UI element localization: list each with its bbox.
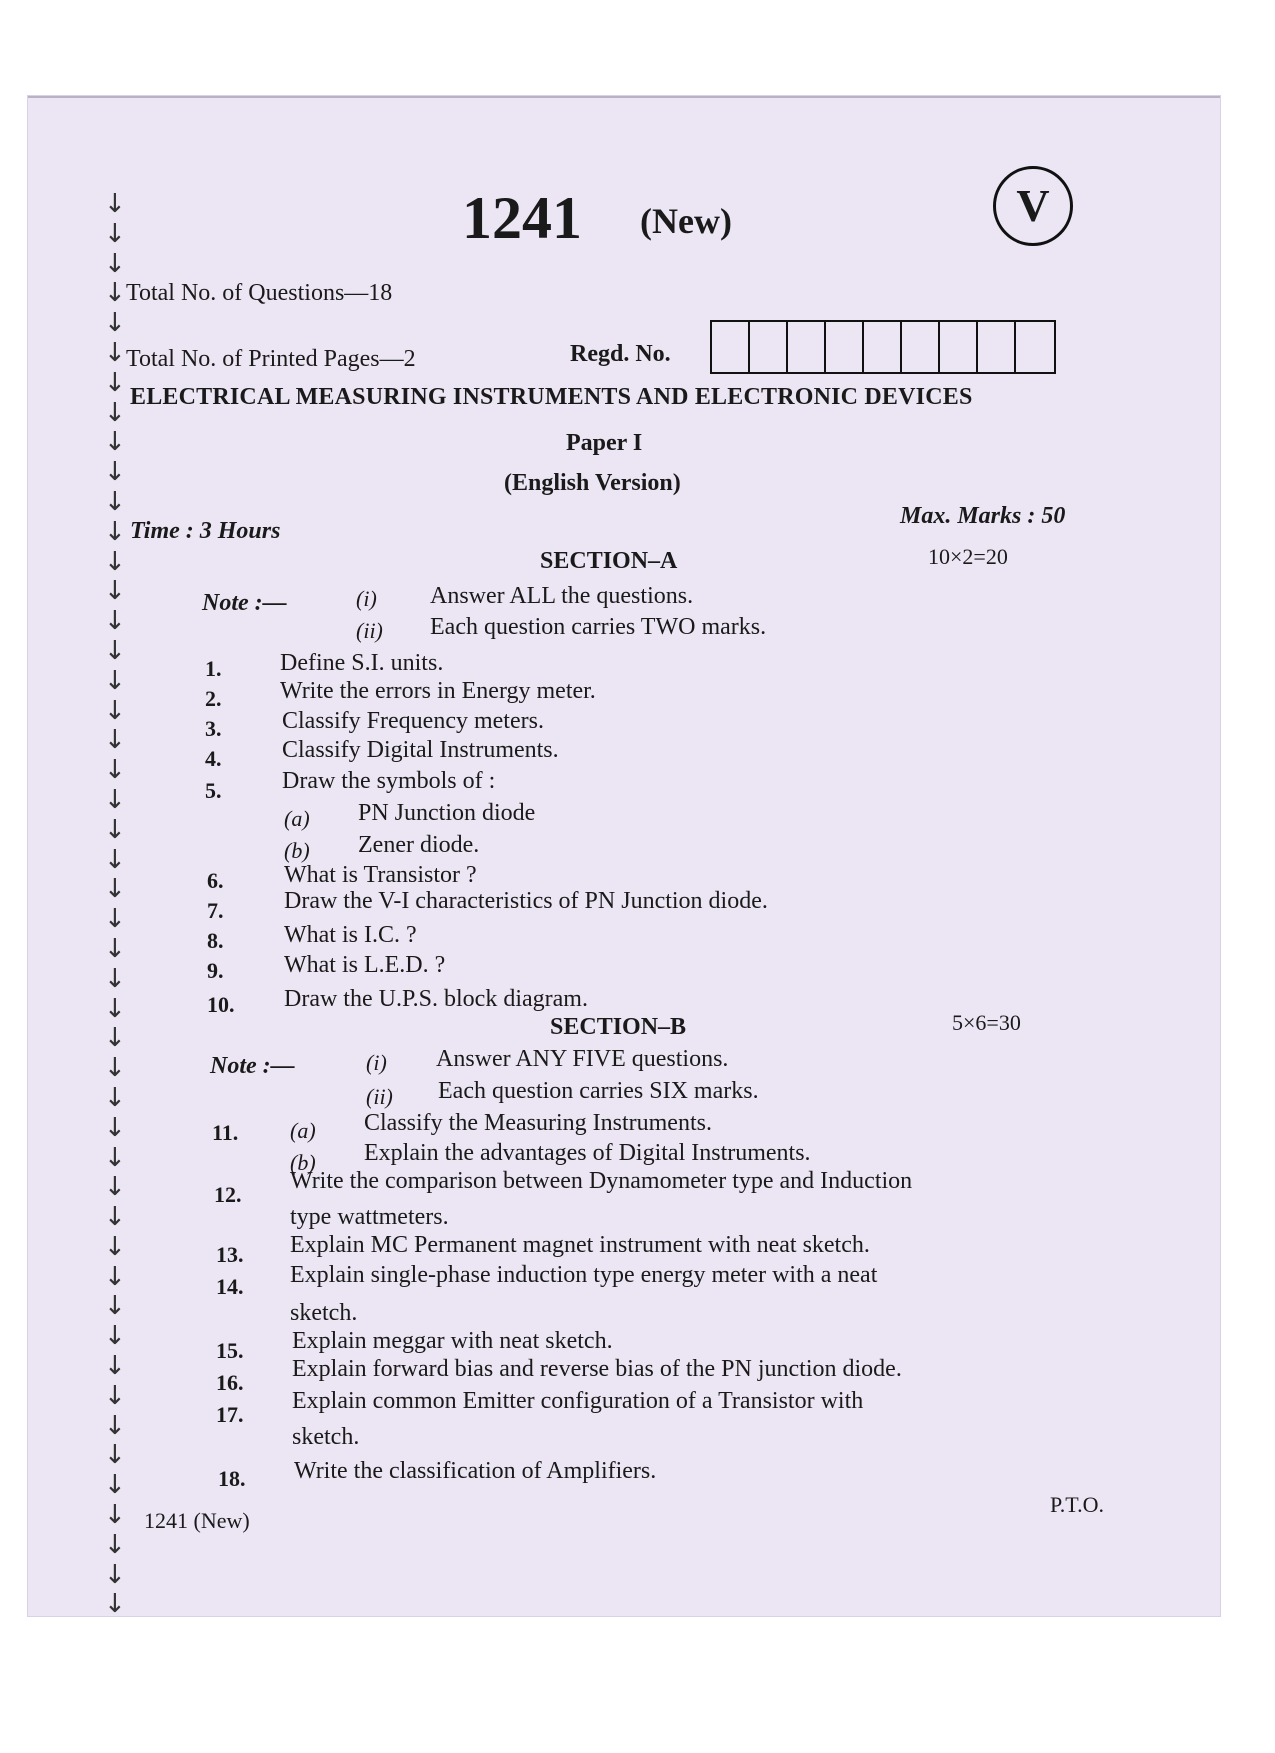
- question-number: 2.: [205, 686, 222, 711]
- question-text: type wattmeters.: [290, 1204, 449, 1230]
- question-text: sketch.: [292, 1424, 360, 1450]
- note-number: (i): [366, 1050, 387, 1075]
- question-number: 17.: [216, 1402, 244, 1427]
- question-number: 14.: [216, 1274, 244, 1299]
- note-number: (ii): [356, 618, 383, 643]
- regd-no-boxes[interactable]: [710, 320, 1056, 374]
- question-text: Classify Digital Instruments.: [282, 737, 559, 763]
- note-text: Each question carries SIX marks.: [438, 1078, 759, 1104]
- footer-paper-code: 1241 (New): [144, 1508, 250, 1533]
- total-questions: Total No. of Questions—18: [126, 280, 393, 306]
- question-text: Classify Frequency meters.: [282, 708, 544, 734]
- regd-digit-box[interactable]: [978, 322, 1016, 372]
- question-number: 9.: [207, 958, 224, 983]
- section-b-title: SECTION–B: [550, 1014, 687, 1040]
- question-number: 10.: [207, 992, 235, 1017]
- question-text: Explain the advantages of Digital Instruments.: [364, 1140, 811, 1166]
- paper-number: Paper I: [566, 430, 643, 456]
- section-b-marks: 5×6=30: [952, 1010, 1021, 1035]
- question-text: Explain meggar with neat sketch.: [292, 1328, 613, 1354]
- regd-digit-box[interactable]: [788, 322, 826, 372]
- question-number: 18.: [218, 1466, 246, 1491]
- section-b-note-label: Note :—: [210, 1053, 295, 1079]
- section-a-title: SECTION–A: [540, 548, 678, 574]
- question-text: Write the comparison between Dynamometer type and Induction: [290, 1168, 913, 1194]
- question-text: What is L.E.D. ?: [284, 952, 446, 978]
- question-text: What is I.C. ?: [284, 922, 417, 948]
- question-number: 7.: [207, 898, 224, 923]
- exam-time: Time : 3 Hours: [130, 518, 281, 544]
- question-text: Classify the Measuring Instruments.: [364, 1110, 712, 1136]
- question-number: 11.: [212, 1120, 239, 1145]
- regd-digit-box[interactable]: [826, 322, 864, 372]
- language-version: (English Version): [504, 470, 681, 496]
- regd-digit-box[interactable]: [902, 322, 940, 372]
- section-a-note-label: Note :—: [202, 590, 287, 616]
- note-number: (i): [356, 586, 377, 611]
- question-text: sketch.: [290, 1300, 358, 1326]
- regd-digit-box[interactable]: [864, 322, 902, 372]
- sub-question-label: (b): [290, 1150, 316, 1175]
- sub-question-label: (a): [290, 1118, 316, 1143]
- note-text: Answer ALL the questions.: [430, 583, 694, 609]
- note-number: (ii): [366, 1084, 393, 1109]
- question-number: 5.: [205, 778, 222, 803]
- question-text: Explain MC Permanent magnet instrument with neat sketch.: [290, 1232, 870, 1258]
- sub-question-label: (a): [284, 806, 310, 831]
- footer-pto: P.T.O.: [1050, 1492, 1104, 1517]
- question-number: 3.: [205, 716, 222, 741]
- sub-question-label: (b): [284, 838, 310, 863]
- question-number: 12.: [214, 1182, 242, 1207]
- regd-digit-box[interactable]: [940, 322, 978, 372]
- note-text: Answer ANY FIVE questions.: [436, 1046, 729, 1072]
- regd-digit-box[interactable]: [712, 322, 750, 372]
- question-text: Define S.I. units.: [280, 650, 444, 676]
- question-text: Zener diode.: [358, 832, 480, 858]
- regd-digit-box[interactable]: [1016, 322, 1054, 372]
- question-text: Draw the symbols of :: [282, 768, 496, 794]
- paper-code: 1241: [462, 185, 582, 251]
- margin-arrows: ↓ ↓ ↓ ↓ ↓ ↓ ↓ ↓ ↓ ↓ ↓ ↓ ↓ ↓ ↓ ↓ ↓ ↓ ↓ ↓ ↓ ↓ ↓ ↓ ↓ ↓ ↓ ↓ ↓ ↓ ↓ ↓ ↓ ↓ ↓ ↓ ↓ ↓ ↓ ↓ ↓ ↓ ↓ ↓ ↓ ↓ ↓ ↓: [104, 189, 126, 1620]
- section-a-marks: 10×2=20: [928, 544, 1008, 569]
- question-text: Explain forward bias and reverse bias of the PN junction diode.: [292, 1356, 902, 1382]
- question-text: PN Junction diode: [358, 800, 536, 826]
- note-text: Each question carries TWO marks.: [430, 614, 767, 640]
- question-text: Write the errors in Energy meter.: [280, 678, 596, 704]
- question-number: 6.: [207, 868, 224, 893]
- regd-no-label: Regd. No.: [570, 341, 671, 367]
- max-marks: Max. Marks : 50: [900, 503, 1066, 529]
- question-number: 8.: [207, 928, 224, 953]
- question-number: 1.: [205, 656, 222, 681]
- question-text: What is Transistor ?: [284, 862, 477, 888]
- question-text: Write the classification of Amplifiers.: [294, 1458, 657, 1484]
- question-number: 4.: [205, 746, 222, 771]
- question-text: Explain common Emitter configuration of a Transistor with: [292, 1388, 864, 1414]
- paper-tag: (New): [640, 201, 732, 241]
- regd-digit-box[interactable]: [750, 322, 788, 372]
- question-text: Draw the V-I characteristics of PN Junction diode.: [284, 888, 768, 914]
- question-text: Explain single-phase induction type energy meter with a neat: [290, 1262, 878, 1288]
- question-text: Draw the U.P.S. block diagram.: [284, 986, 588, 1012]
- sheet-edge: [28, 96, 1220, 98]
- question-number: 16.: [216, 1370, 244, 1395]
- total-pages: Total No. of Printed Pages—2: [126, 346, 416, 372]
- question-number: 13.: [216, 1242, 244, 1267]
- version-badge: V: [993, 166, 1073, 246]
- question-number: 15.: [216, 1338, 244, 1363]
- subject-title: ELECTRICAL MEASURING INSTRUMENTS AND ELECTRONIC DEVICES: [130, 384, 973, 410]
